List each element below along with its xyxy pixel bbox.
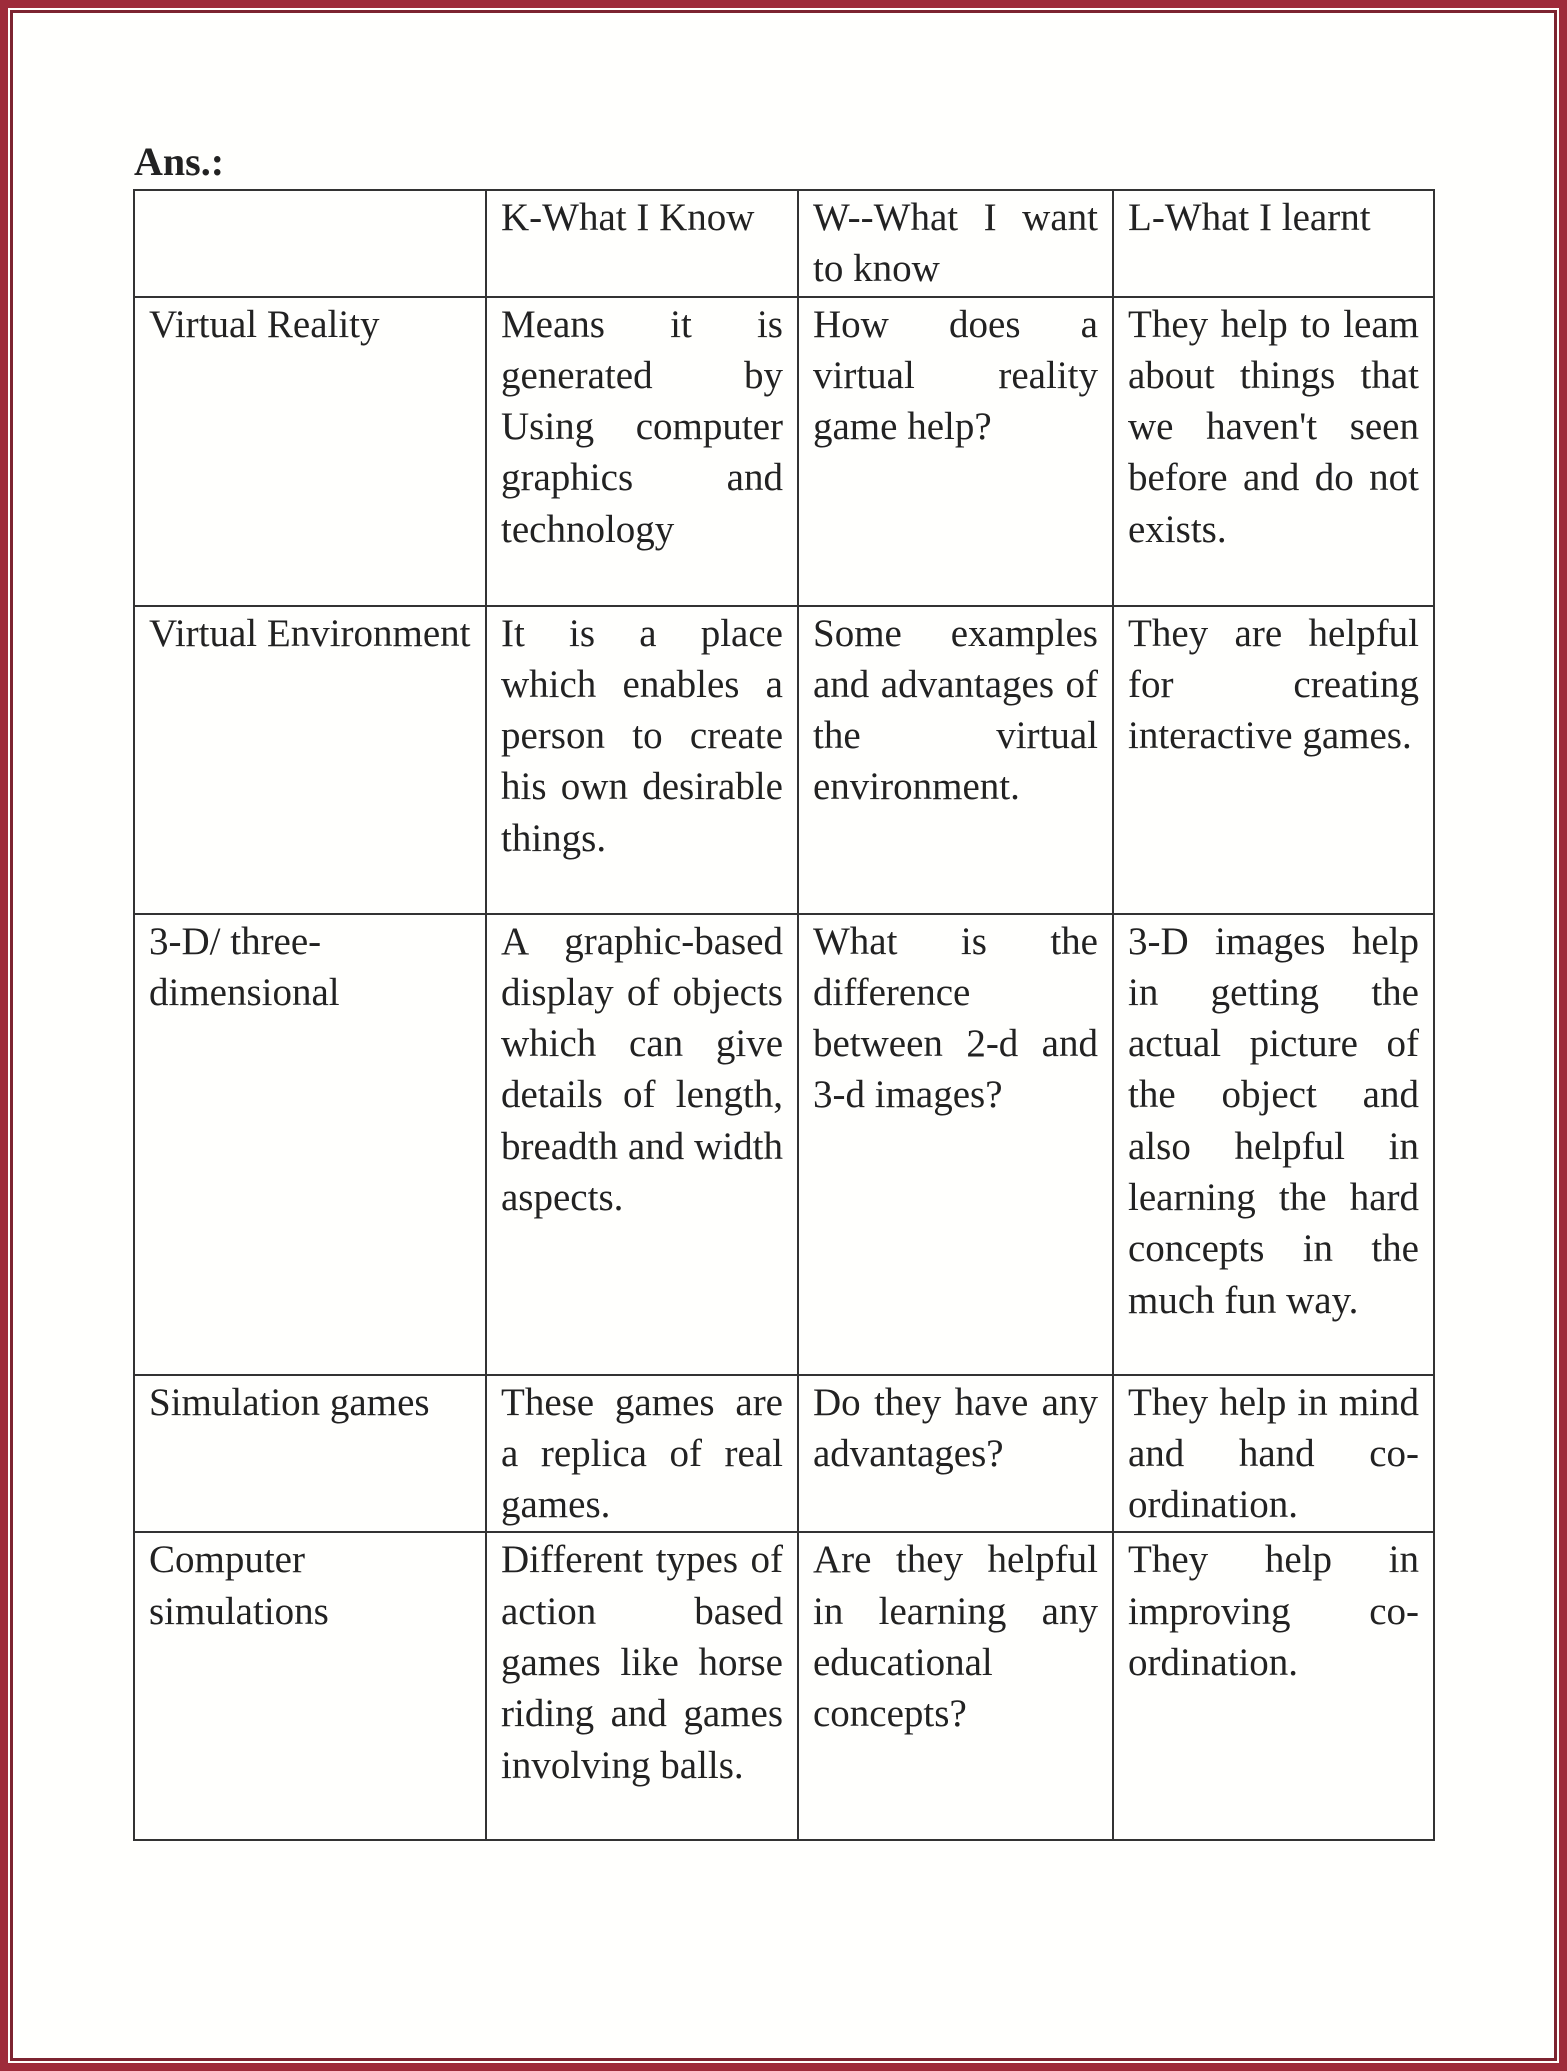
header-cell: L-What I learnt: [1113, 190, 1434, 297]
table-row: [134, 297, 1434, 606]
row-topic: Virtual Environment: [134, 606, 486, 914]
header-cell: K-What I Know: [486, 190, 798, 297]
row-topic: Simulation games: [134, 1375, 486, 1533]
row-topic: Computer simulations: [134, 1532, 486, 1840]
table-cell: These games are a replica of real games.: [486, 1375, 798, 1533]
table-cell: A graphic-based display of objects which can give details of length, breadth and width aspects.: [486, 914, 798, 1375]
header-cell: W--What I want to know: [798, 190, 1113, 297]
table-cell: Different types of action based games like horse riding and games involving balls.: [486, 1532, 798, 1840]
row-topic: 3-D/ three-dimensional: [134, 914, 486, 1375]
table-cell: Are they helpful in learning any educational concepts?: [798, 1532, 1113, 1840]
table-row: [134, 606, 1434, 914]
row-topic: Virtual Reality: [134, 297, 486, 606]
table-cell: They are helpful for creating interactive games.: [1113, 606, 1434, 914]
table-cell: Means it is generated by Using computer graphics and technology: [486, 297, 798, 606]
answer-heading: Ans.:: [134, 139, 225, 184]
header-row: [134, 190, 1434, 297]
table-row: [134, 1375, 1434, 1533]
table-cell: 3-D images help in getting the actual picture of the object and also helpful in learning the hard concepts in the much fun way.: [1113, 914, 1434, 1375]
kwl-table: [133, 189, 1435, 1841]
table-cell: They help in mind and hand co-ordination.: [1113, 1375, 1434, 1533]
table-row: [134, 914, 1434, 1375]
table-cell: It is a place which enables a person to create his own desirable things.: [486, 606, 798, 914]
table-row: [134, 1532, 1434, 1840]
table-cell: What is the difference between 2-d and 3-d images?: [798, 914, 1113, 1375]
table-cell: They help in improving co-ordination.: [1113, 1532, 1434, 1840]
table-cell: Do they have any advantages?: [798, 1375, 1113, 1533]
table-cell: They help to leam about things that we haven't seen before and do not exists.: [1113, 297, 1434, 606]
header-cell: [134, 190, 486, 297]
table-cell: Some examples and advantages of the virtual environment.: [798, 606, 1113, 914]
table-cell: How does a virtual reality game help?: [798, 297, 1113, 606]
